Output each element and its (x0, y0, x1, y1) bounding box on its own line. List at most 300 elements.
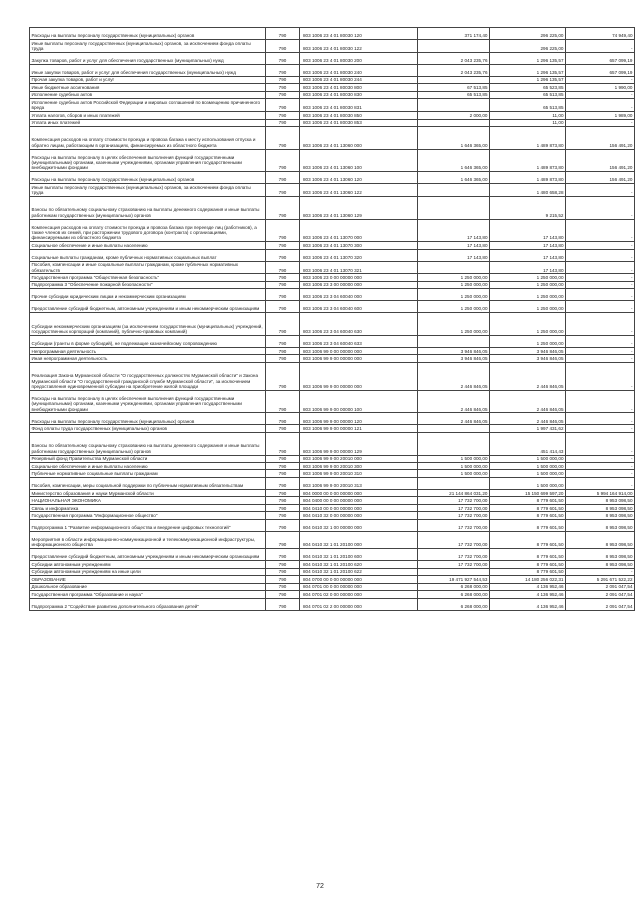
row-approved-cell (418, 196, 490, 219)
row-name-cell: Взносы по обязательному социальному страхованию на выплаты денежного содержания и иные выплаты работникам государственных (муниципальных) органов (30, 196, 266, 219)
row-unexecuted-cell: 156 491,20 (566, 172, 635, 184)
row-executed-cell: 4 136 952,46 (490, 598, 566, 610)
row-code-cell: 790 (266, 568, 300, 575)
budget-execution-table (29, 27, 634, 611)
row-unexecuted-cell: - (566, 455, 635, 462)
row-approved-cell: 1 646 365,00 (418, 172, 490, 184)
row-approved-cell (418, 432, 490, 455)
row-approved-cell: 1 646 365,00 (418, 149, 490, 172)
row-name-cell: Пособия, компенсации и иные социальные выплаты гражданам, кроме публичных нормативных обязательств (30, 261, 266, 274)
row-code-cell: 790 (266, 84, 300, 91)
row-executed-cell: 8 779 601,50 (490, 561, 566, 568)
row-code-cell: 790 (266, 281, 300, 288)
row-unexecuted-cell: - (566, 196, 635, 219)
row-approved-cell: 371 174,40 (418, 28, 490, 40)
row-code-cell: 790 (266, 28, 300, 40)
row-executed-cell: 1 296 135,57 (490, 64, 566, 76)
row-kbk-cell: 803 1006 23 4 01 13060 000 (300, 126, 418, 149)
row-unexecuted-cell: - (566, 313, 635, 336)
row-name-cell: Резервный фонд Правительства Мурманской области (30, 455, 266, 462)
row-code-cell: 790 (266, 99, 300, 112)
row-code-cell: 790 (266, 335, 300, 347)
row-kbk-cell: 803 1006 23 4 01 80030 831 (300, 99, 418, 112)
row-code-cell: 790 (266, 561, 300, 568)
row-approved-cell (418, 184, 490, 197)
table-row (30, 249, 635, 261)
row-name-cell: Дошкольное образование (30, 583, 266, 590)
row-kbk-cell: 804 0410 32 1 01 20100 622 (300, 568, 418, 575)
table-row (30, 40, 635, 53)
row-unexecuted-cell: - (566, 301, 635, 313)
table-row (30, 425, 635, 432)
row-kbk-cell: 803 1006 23 4 01 80030 200 (300, 52, 418, 64)
row-executed-cell: 1 997 431,62 (490, 425, 566, 432)
table-row (30, 313, 635, 336)
row-kbk-cell: 803 1006 23 3 04 60040 600 (300, 301, 418, 313)
row-code-cell: 790 (266, 301, 300, 313)
row-name-cell: Компенсация расходов на оплату стоимости проезда и провоза багажа к месту использования отпуска и обратно лицам, работающим в организациях, финансируемых из областного бюджета (30, 126, 266, 149)
table-row (30, 301, 635, 313)
row-name-cell: Субсидии некоммерческим организациям (за исключением государственных (муниципальных) учреждений, государственных корпораций (компаний), публично-правовых компаний) (30, 313, 266, 336)
row-code-cell: 790 (266, 489, 300, 496)
row-unexecuted-cell: - (566, 274, 635, 281)
row-approved-cell: 17 732 700,00 (418, 504, 490, 511)
row-code-cell: 790 (266, 531, 300, 548)
table-row (30, 184, 635, 197)
table-row (30, 576, 635, 583)
row-unexecuted-cell: 1 989,00 (566, 112, 635, 119)
row-name-cell: Подпрограмма 2 "Содействие развитию дополнительного образования детей" (30, 598, 266, 610)
row-kbk-cell: 803 1006 99 0 00 00000 000 (300, 347, 418, 354)
row-unexecuted-cell: - (566, 184, 635, 197)
row-code-cell: 790 (266, 219, 300, 242)
row-unexecuted-cell: - (566, 99, 635, 112)
row-code-cell: 790 (266, 355, 300, 362)
row-unexecuted-cell: - (566, 470, 635, 477)
row-code-cell: 790 (266, 583, 300, 590)
row-approved-cell: 1 500 000,00 (418, 470, 490, 477)
row-code-cell: 790 (266, 313, 300, 336)
table-row (30, 413, 635, 425)
row-unexecuted-cell: 8 953 098,50 (566, 549, 635, 561)
row-executed-cell: 11,00 (490, 112, 566, 119)
row-code-cell: 790 (266, 470, 300, 477)
row-executed-cell: 296 225,00 (490, 28, 566, 40)
row-name-cell: Предоставление субсидий бюджетным, автономным учреждениям и иным некоммерческим организациям (30, 301, 266, 313)
row-name-cell: Подпрограмма 3 "Обеспечение пожарной безопасности" (30, 281, 266, 288)
row-kbk-cell: 803 1006 23 4 01 80030 830 (300, 91, 418, 98)
table-row (30, 76, 635, 83)
row-executed-cell: 17 143,80 (490, 242, 566, 249)
row-approved-cell: 1 250 000,00 (418, 281, 490, 288)
row-kbk-cell: 803 1006 23 4 01 13060 100 (300, 149, 418, 172)
row-kbk-cell: 803 1006 23 4 01 13060 129 (300, 196, 418, 219)
row-name-cell: Расходы на выплаты персоналу государственных (муниципальных) органов (30, 28, 266, 40)
row-executed-cell: 1 489 873,80 (490, 149, 566, 172)
row-code-cell: 790 (266, 119, 300, 126)
row-kbk-cell: 803 1006 23 0 00 00000 000 (300, 274, 418, 281)
row-executed-cell: 1 296 135,57 (490, 76, 566, 83)
row-executed-cell: 296 225,00 (490, 40, 566, 53)
row-name-cell: Компенсация расходов на оплату стоимости проезда и провоза багажа при переезде лиц (работников), а также членов их семей, при расторжении трудового договора (контракта) с организациями, финансируемыми из областного бюджета (30, 219, 266, 242)
row-approved-cell (418, 477, 490, 489)
row-unexecuted-cell: - (566, 413, 635, 425)
row-unexecuted-cell: 657 099,19 (566, 64, 635, 76)
row-executed-cell: 1 250 000,00 (490, 335, 566, 347)
row-approved-cell: 1 500 000,00 (418, 462, 490, 469)
row-kbk-cell: 804 0700 00 0 00 00000 000 (300, 576, 418, 583)
row-code-cell: 790 (266, 549, 300, 561)
row-code-cell: 790 (266, 40, 300, 53)
row-kbk-cell: 803 1006 23 4 01 80030 244 (300, 76, 418, 83)
row-name-cell: Социальное обеспечение и иные выплаты населению (30, 242, 266, 249)
row-unexecuted-cell: - (566, 568, 635, 575)
row-executed-cell: 4 136 952,46 (490, 591, 566, 598)
row-executed-cell: 1 296 135,57 (490, 52, 566, 64)
row-name-cell: Исполнение судебных актов Российской Федерации и мировых соглашений по возмещению причиненного вреда (30, 99, 266, 112)
row-unexecuted-cell: - (566, 281, 635, 288)
row-unexecuted-cell: 8 953 098,50 (566, 561, 635, 568)
row-unexecuted-cell: 2 091 047,54 (566, 583, 635, 590)
row-approved-cell: 1 250 000,00 (418, 289, 490, 301)
row-approved-cell: 17 732 700,00 (418, 512, 490, 519)
row-unexecuted-cell: - (566, 425, 635, 432)
row-executed-cell: 1 250 000,00 (490, 313, 566, 336)
row-approved-cell (418, 76, 490, 83)
row-name-cell: Исполнение судебных актов (30, 91, 266, 98)
row-unexecuted-cell: - (566, 219, 635, 242)
row-kbk-cell: 804 0410 32 1 00 00000 000 (300, 519, 418, 531)
row-unexecuted-cell: - (566, 242, 635, 249)
row-kbk-cell: 804 0701 02 2 00 00000 000 (300, 598, 418, 610)
row-code-cell: 790 (266, 462, 300, 469)
row-unexecuted-cell: 8 953 098,50 (566, 512, 635, 519)
row-approved-cell (418, 261, 490, 274)
row-name-cell: Государственная программа "Общественная безопасность" (30, 274, 266, 281)
table-row (30, 568, 635, 575)
table-row (30, 519, 635, 531)
table-row (30, 112, 635, 119)
table-row (30, 583, 635, 590)
row-executed-cell: 4 136 952,46 (490, 583, 566, 590)
table-row (30, 126, 635, 149)
table-row (30, 219, 635, 242)
row-approved-cell: 21 144 864 031,20 (418, 489, 490, 496)
row-unexecuted-cell: 657 099,19 (566, 52, 635, 64)
row-executed-cell: 2 446 846,05 (490, 413, 566, 425)
row-name-cell: Социальное обеспечение и иные выплаты населению (30, 462, 266, 469)
table-row (30, 497, 635, 504)
row-approved-cell: 6 268 000,00 (418, 591, 490, 598)
row-name-cell: Расходы на выплаты персоналу в целях обеспечения выполнения функций государственными (муниципальными) органами, казенными учреждениями, органами управления государственными внебюджетными фондами (30, 390, 266, 413)
row-unexecuted-cell: - (566, 390, 635, 413)
table-row (30, 549, 635, 561)
row-unexecuted-cell: 8 953 098,50 (566, 519, 635, 531)
row-kbk-cell: 803 1006 23 3 04 60040 000 (300, 289, 418, 301)
row-code-cell: 790 (266, 432, 300, 455)
row-executed-cell: 8 779 601,50 (490, 504, 566, 511)
row-executed-cell: 1 500 000,00 (490, 470, 566, 477)
row-unexecuted-cell: 5 291 671 522,22 (566, 576, 635, 583)
row-name-cell: Иная непрограммная деятельность (30, 355, 266, 362)
row-unexecuted-cell: - (566, 261, 635, 274)
row-unexecuted-cell: - (566, 335, 635, 347)
row-kbk-cell: 803 1006 23 4 01 80030 853 (300, 119, 418, 126)
table-row (30, 261, 635, 274)
row-unexecuted-cell: - (566, 249, 635, 261)
row-kbk-cell: 803 1006 23 4 01 80030 850 (300, 112, 418, 119)
table-row (30, 477, 635, 489)
row-approved-cell: 19 471 927 544,53 (418, 576, 490, 583)
row-kbk-cell: 803 1006 23 4 01 13070 320 (300, 249, 418, 261)
row-unexecuted-cell: - (566, 91, 635, 98)
row-kbk-cell: 803 1006 23 4 01 13070 000 (300, 219, 418, 242)
row-code-cell: 790 (266, 289, 300, 301)
row-name-cell: Субсидии (гранты в форме субсидий), не подлежащие казначейскому сопровождению (30, 335, 266, 347)
row-approved-cell: 1 250 000,00 (418, 301, 490, 313)
row-executed-cell: 3 946 846,05 (490, 347, 566, 354)
row-approved-cell (418, 568, 490, 575)
row-kbk-cell: 803 1006 99 9 00 00000 121 (300, 425, 418, 432)
row-name-cell: Иные выплаты персоналу государственных (муниципальных) органов, за исключением фонда оплаты труда (30, 40, 266, 53)
row-code-cell: 790 (266, 512, 300, 519)
table-row (30, 91, 635, 98)
row-executed-cell: 1 250 000,00 (490, 274, 566, 281)
row-approved-cell: 1 250 000,00 (418, 274, 490, 281)
row-name-cell: Прочая закупка товаров, работ и услуг (30, 76, 266, 83)
row-approved-cell: 3 946 846,05 (418, 355, 490, 362)
row-name-cell: Субсидии автономным учреждениям (30, 561, 266, 568)
row-approved-cell: 1 500 000,00 (418, 455, 490, 462)
row-unexecuted-cell: 8 953 098,50 (566, 504, 635, 511)
row-code-cell: 790 (266, 249, 300, 261)
row-unexecuted-cell: 2 091 047,54 (566, 591, 635, 598)
row-approved-cell: 17 732 700,00 (418, 531, 490, 548)
row-unexecuted-cell: - (566, 119, 635, 126)
row-name-cell: Публичные нормативные социальные выплаты гражданам (30, 470, 266, 477)
row-approved-cell (418, 119, 490, 126)
row-name-cell: Расходы на выплаты персоналу государственных (муниципальных) органов (30, 413, 266, 425)
row-executed-cell: 1 500 000,00 (490, 477, 566, 489)
row-approved-cell (418, 40, 490, 53)
row-code-cell: 790 (266, 598, 300, 610)
row-approved-cell: 1 250 000,00 (418, 313, 490, 336)
row-name-cell: Государственная программа "Образование и наука" (30, 591, 266, 598)
row-executed-cell: 9 215,52 (490, 196, 566, 219)
row-name-cell: Пособия, компенсации, меры социальной поддержки по публичным нормативным обязательствам (30, 477, 266, 489)
table-row (30, 335, 635, 347)
table-row (30, 28, 635, 40)
row-name-cell: НАЦИОНАЛЬНАЯ ЭКОНОМИКА (30, 497, 266, 504)
row-executed-cell: 65 513,85 (490, 99, 566, 112)
row-approved-cell (418, 335, 490, 347)
table-row (30, 504, 635, 511)
row-kbk-cell: 804 0410 32 0 00 00000 000 (300, 512, 418, 519)
row-code-cell: 790 (266, 519, 300, 531)
row-code-cell: 790 (266, 425, 300, 432)
row-name-cell: Министерство образования и науки Мурманской области (30, 489, 266, 496)
table-row (30, 84, 635, 91)
row-name-cell: Мероприятия в области информационно-коммуникационной и телекоммуникационной инфраструктуры, информационного общества (30, 531, 266, 548)
table-row (30, 289, 635, 301)
row-approved-cell (418, 99, 490, 112)
row-unexecuted-cell: 74 949,40 (566, 28, 635, 40)
row-kbk-cell: 803 1006 23 3 00 00000 000 (300, 281, 418, 288)
row-code-cell: 790 (266, 477, 300, 489)
row-unexecuted-cell: 5 994 164 914,00 (566, 489, 635, 496)
row-code-cell: 790 (266, 576, 300, 583)
row-code-cell: 790 (266, 112, 300, 119)
row-name-cell: Государственная программа "Информационное общество" (30, 512, 266, 519)
row-name-cell: Фонд оплаты труда государственных (муниципальных) органов (30, 425, 266, 432)
row-executed-cell: 15 150 699 597,20 (490, 489, 566, 496)
row-kbk-cell: 803 1006 99 9 00 00000 120 (300, 413, 418, 425)
row-kbk-cell: 803 1006 99 9 00 20010 310 (300, 470, 418, 477)
table-row (30, 347, 635, 354)
page-number: 72 (316, 883, 324, 890)
table-body (30, 28, 635, 611)
row-approved-cell: 2 446 846,05 (418, 413, 490, 425)
row-executed-cell: 451 414,43 (490, 432, 566, 455)
row-code-cell: 790 (266, 413, 300, 425)
row-executed-cell: 17 143,80 (490, 219, 566, 242)
table-row (30, 64, 635, 76)
row-name-cell: Непрограммная деятельность (30, 347, 266, 354)
row-code-cell: 790 (266, 261, 300, 274)
row-code-cell: 790 (266, 149, 300, 172)
row-executed-cell: 65 513,85 (490, 91, 566, 98)
table-row (30, 598, 635, 610)
row-approved-cell: 2 000,00 (418, 112, 490, 119)
row-unexecuted-cell: 8 953 098,50 (566, 531, 635, 548)
row-kbk-cell: 803 1006 23 4 01 80030 122 (300, 40, 418, 53)
row-approved-cell: 17 143,80 (418, 219, 490, 242)
table-row (30, 470, 635, 477)
row-executed-cell: 8 779 601,50 (490, 497, 566, 504)
table-row (30, 432, 635, 455)
row-code-cell: 790 (266, 64, 300, 76)
row-approved-cell: 17 732 700,00 (418, 519, 490, 531)
row-code-cell: 790 (266, 126, 300, 149)
table-row (30, 281, 635, 288)
row-name-cell: ОБРАЗОВАНИЕ (30, 576, 266, 583)
row-name-cell: Расходы на выплаты персоналу в целях обеспечения выполнения функций государственными (муниципальными) органами, казенными учреждениями, органами управления государственными внебюджетными фондами (30, 149, 266, 172)
row-kbk-cell: 803 1006 23 4 01 80030 800 (300, 84, 418, 91)
row-unexecuted-cell: - (566, 40, 635, 53)
row-code-cell: 790 (266, 362, 300, 390)
row-name-cell: Иные выплаты персоналу государственных (муниципальных) органов, за исключением фонда оплаты труда (30, 184, 266, 197)
row-unexecuted-cell: 156 491,20 (566, 149, 635, 172)
row-executed-cell: 1 489 873,80 (490, 126, 566, 149)
row-approved-cell: 17 732 700,00 (418, 561, 490, 568)
row-name-cell: Предоставление субсидий бюджетным, автономным учреждениям и иным некоммерческим организациям (30, 549, 266, 561)
row-approved-cell: 2 446 846,05 (418, 362, 490, 390)
table-row (30, 362, 635, 390)
row-executed-cell: 8 779 601,50 (490, 531, 566, 548)
row-executed-cell: 2 446 846,05 (490, 362, 566, 390)
row-code-cell: 790 (266, 242, 300, 249)
table-row (30, 512, 635, 519)
row-executed-cell: 1 250 000,00 (490, 281, 566, 288)
row-kbk-cell: 803 1006 99 9 00 20010 313 (300, 477, 418, 489)
row-code-cell: 790 (266, 184, 300, 197)
row-kbk-cell: 803 1006 23 4 01 13070 300 (300, 242, 418, 249)
table-row (30, 196, 635, 219)
table-row (30, 390, 635, 413)
table-row (30, 489, 635, 496)
row-approved-cell: 65 513,85 (418, 91, 490, 98)
row-kbk-cell: 803 1006 23 4 01 80030 240 (300, 64, 418, 76)
row-kbk-cell: 804 0400 00 0 00 00000 000 (300, 497, 418, 504)
row-kbk-cell: 803 1006 99 9 00 20010 300 (300, 462, 418, 469)
table-row (30, 172, 635, 184)
row-unexecuted-cell: - (566, 362, 635, 390)
row-name-cell: Уплата налогов, сборов и иных платежей (30, 112, 266, 119)
row-code-cell: 790 (266, 591, 300, 598)
row-executed-cell: 8 779 601,50 (490, 549, 566, 561)
row-name-cell: Иные закупки товаров, работ и услуг для обеспечения государственных (муниципальных) нужд (30, 64, 266, 76)
row-kbk-cell: 803 1006 23 4 01 13060 122 (300, 184, 418, 197)
row-kbk-cell: 803 1006 99 9 00 00000 000 (300, 362, 418, 390)
row-code-cell: 790 (266, 390, 300, 413)
table-row (30, 52, 635, 64)
row-executed-cell: 1 500 000,00 (490, 462, 566, 469)
row-kbk-cell: 804 0701 02 0 00 00000 000 (300, 591, 418, 598)
row-approved-cell: 2 043 235,76 (418, 64, 490, 76)
row-approved-cell: 3 946 846,05 (418, 347, 490, 354)
row-name-cell: Расходы на выплаты персоналу государственных (муниципальных) органов (30, 172, 266, 184)
row-unexecuted-cell: 2 091 047,54 (566, 598, 635, 610)
table-row (30, 531, 635, 548)
table-row (30, 242, 635, 249)
row-kbk-cell: 803 1006 99 9 00 20010 000 (300, 455, 418, 462)
row-executed-cell: 8 779 601,50 (490, 568, 566, 575)
row-kbk-cell: 804 0410 00 0 00 00000 000 (300, 504, 418, 511)
row-approved-cell: 2 043 235,76 (418, 52, 490, 64)
row-executed-cell: 8 779 601,50 (490, 519, 566, 531)
row-executed-cell: 1 489 873,80 (490, 172, 566, 184)
row-name-cell: Взносы по обязательному социальному страхованию на выплаты денежного содержания и иные выплаты работникам государственных (муниципальных) органов (30, 432, 266, 455)
row-kbk-cell: 803 1006 23 3 04 60040 633 (300, 335, 418, 347)
row-kbk-cell: 804 0410 32 1 01 20100 000 (300, 531, 418, 548)
row-kbk-cell: 803 1006 99 9 00 00000 100 (300, 390, 418, 413)
row-code-cell: 790 (266, 76, 300, 83)
row-kbk-cell: 804 0410 32 1 01 20100 620 (300, 561, 418, 568)
row-name-cell: Закупка товаров, работ и услуг для обеспечения государственных (муниципальных) нужд (30, 52, 266, 64)
table-row (30, 355, 635, 362)
row-unexecuted-cell: - (566, 347, 635, 354)
row-name-cell: Подпрограмма 1 "Развитие информационного общества и внедрение цифровых технологий" (30, 519, 266, 531)
row-kbk-cell: 803 1006 23 3 04 60040 630 (300, 313, 418, 336)
row-executed-cell: 11,00 (490, 119, 566, 126)
table-row (30, 149, 635, 172)
row-executed-cell: 3 946 846,05 (490, 355, 566, 362)
row-name-cell: Субсидии автономным учреждениям на иные цели (30, 568, 266, 575)
row-executed-cell: 2 446 846,05 (490, 390, 566, 413)
row-approved-cell: 17 143,80 (418, 249, 490, 261)
table-row (30, 99, 635, 112)
table-row (30, 561, 635, 568)
row-unexecuted-cell: - (566, 432, 635, 455)
row-executed-cell: 17 143,80 (490, 249, 566, 261)
row-executed-cell: 1 480 658,28 (490, 184, 566, 197)
row-name-cell: Социальные выплаты гражданам, кроме публичных нормативных социальных выплат (30, 249, 266, 261)
row-unexecuted-cell: - (566, 462, 635, 469)
row-name-cell: Реализация Закона Мурманской области "О государственных должностях Мурманской области" и Закона Мурманской области "О государственной гражданской службе Мурманской области", за исключением предоставления единовременной субсидии на приобретение жилой площади (30, 362, 266, 390)
row-executed-cell: 8 779 601,50 (490, 512, 566, 519)
row-name-cell: Иные бюджетные ассигнования (30, 84, 266, 91)
row-approved-cell: 17 732 700,00 (418, 497, 490, 504)
